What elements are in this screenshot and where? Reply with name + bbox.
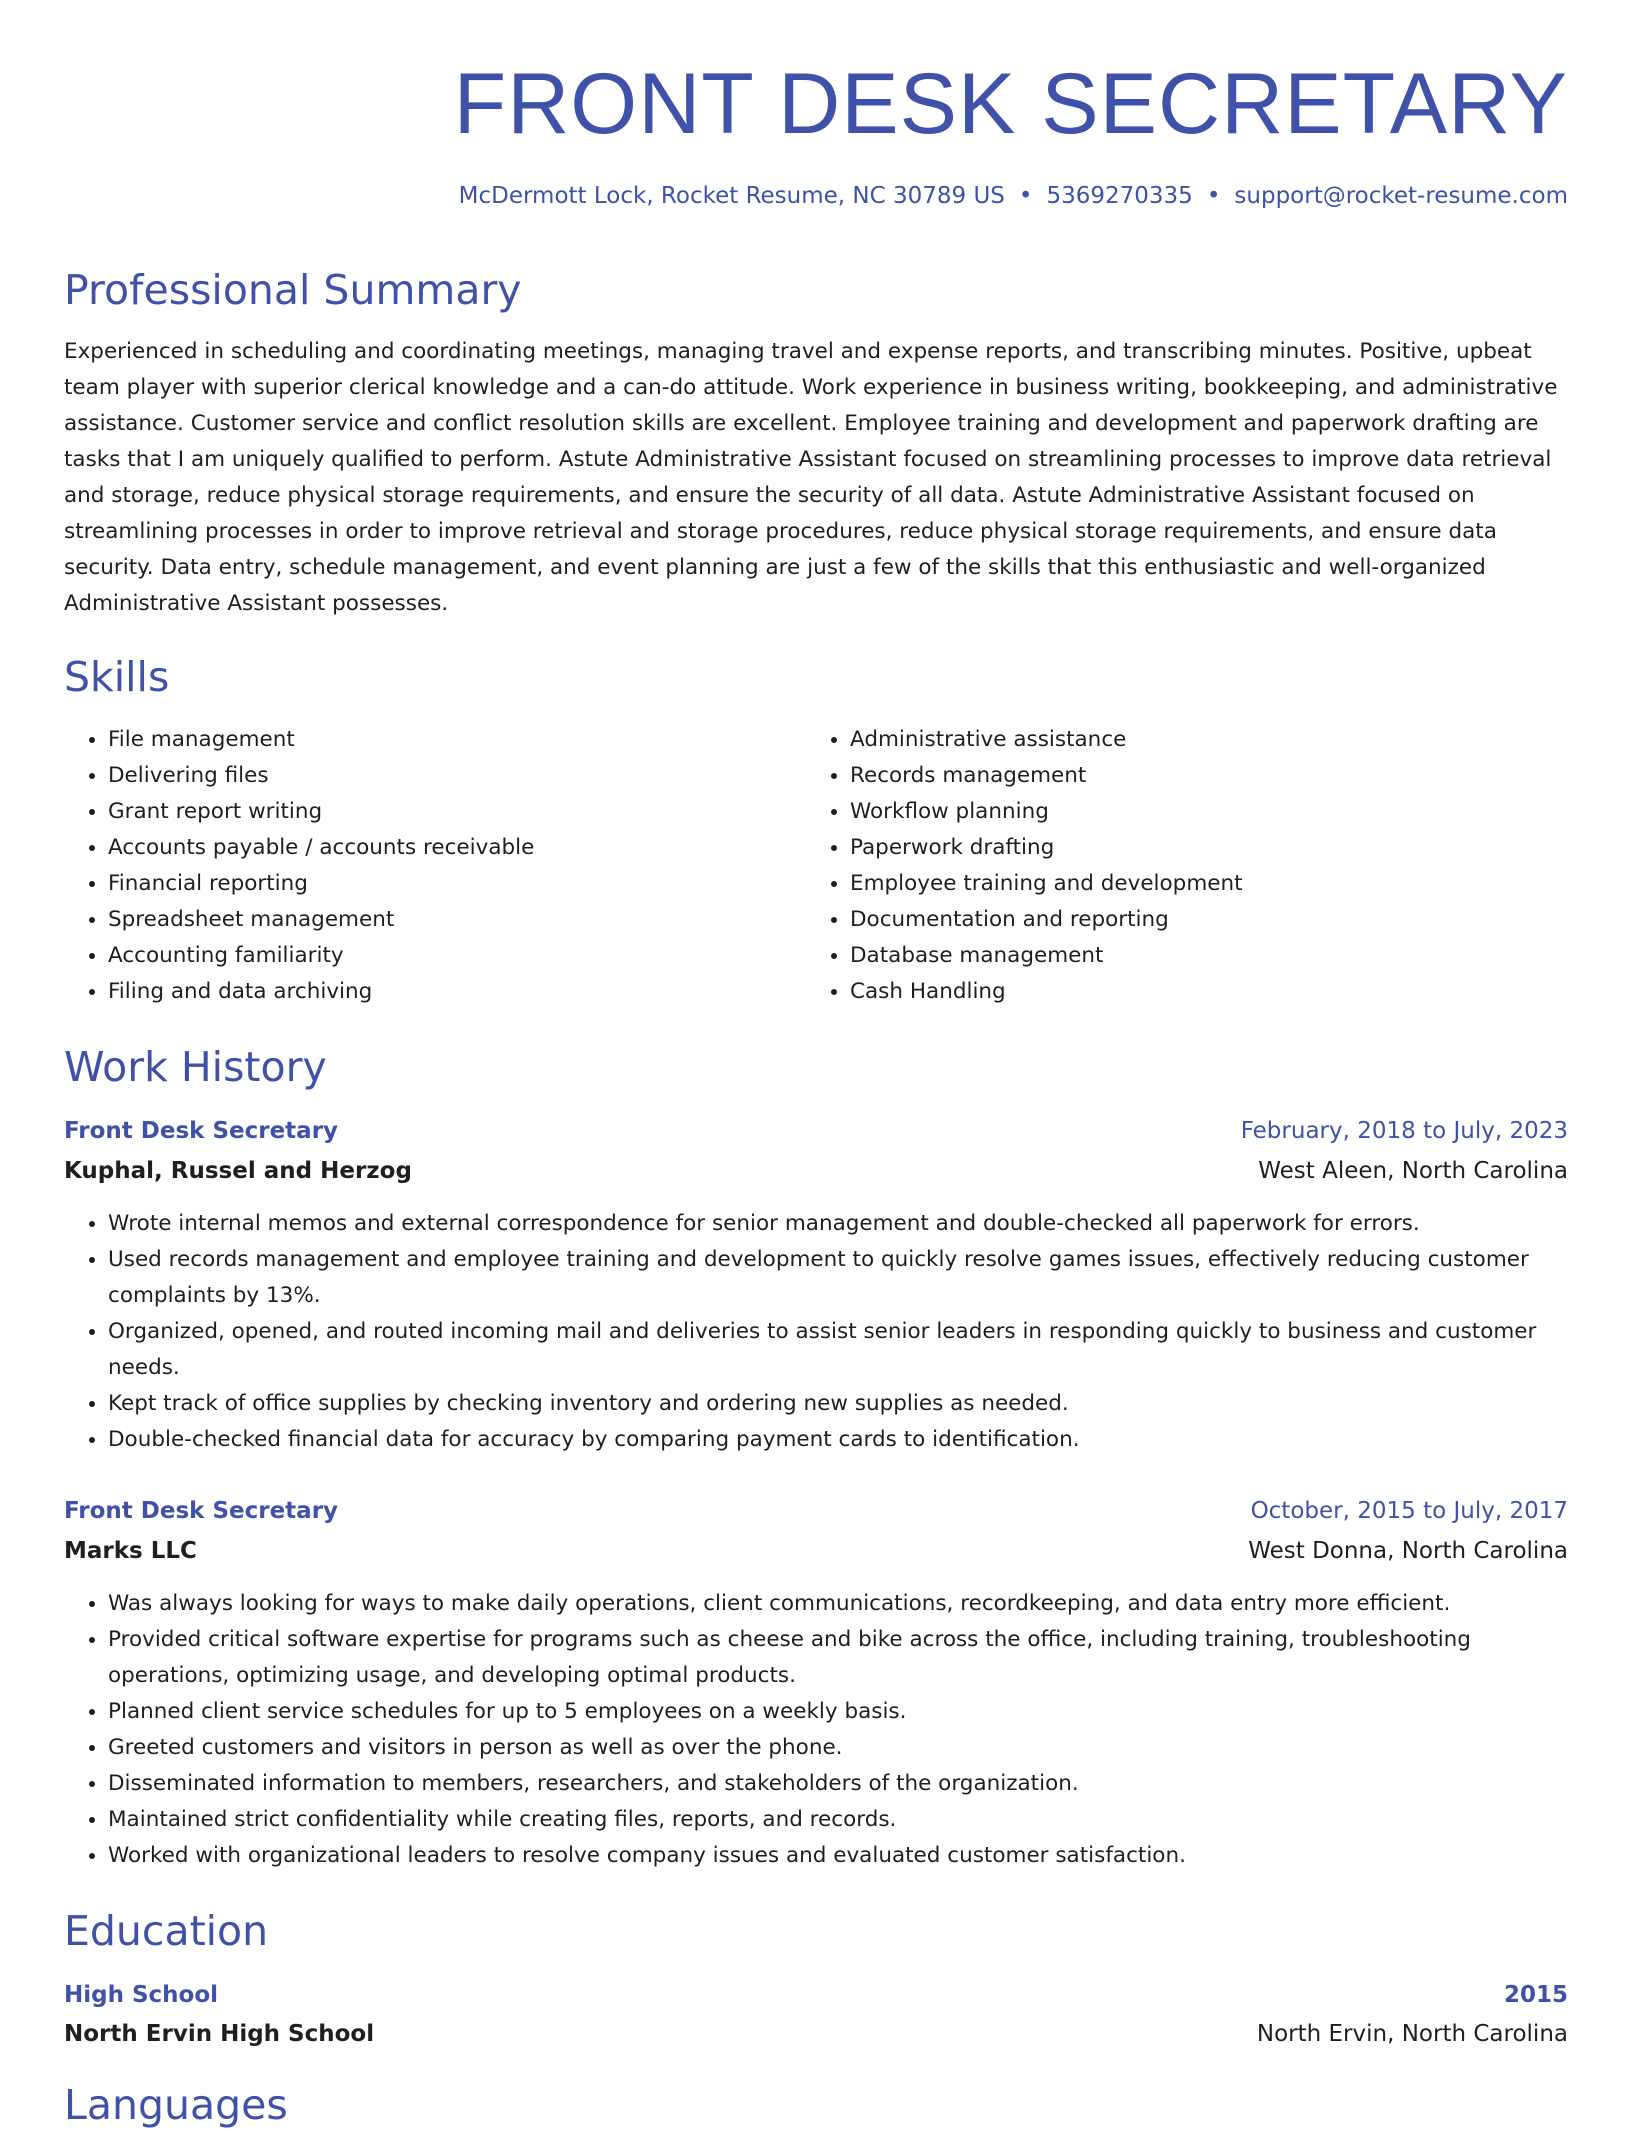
- contact-separator: •: [1018, 183, 1033, 209]
- job-dates: October, 2015 to July, 2017: [1250, 1498, 1568, 1524]
- education-school: North Ervin High School: [64, 2021, 375, 2047]
- job-location: West Donna, North Carolina: [1248, 1538, 1568, 1564]
- skill-item: • Employee training and development: [850, 866, 1243, 902]
- education-heading: Education: [64, 1907, 269, 1955]
- job-bullet: • Wrote internal memos and external correspondence for senior management and double-checked all paperwork for errors.: [108, 1206, 1568, 1242]
- resume-page: [64, 0, 1568, 2129]
- contact-address: McDermott Lock, Rocket Resume, NC 30789 US: [458, 183, 1005, 209]
- skill-item: • Financial reporting: [108, 866, 534, 902]
- job-bullet: • Maintained strict confidentiality while creating files, reports, and records.: [108, 1802, 1568, 1838]
- skill-item: • Workflow planning: [850, 794, 1243, 830]
- job-company: Kuphal, Russel and Herzog: [64, 1158, 412, 1184]
- education-year: 2015: [1503, 1982, 1568, 2008]
- skill-item: • File management: [108, 722, 534, 758]
- job-bullet: • Double-checked financial data for accuracy by comparing payment cards to identification.: [108, 1422, 1568, 1458]
- skills-list-left: [64, 722, 534, 1010]
- education-location: North Ervin, North Carolina: [1256, 2021, 1568, 2047]
- contact-separator: •: [1206, 183, 1221, 209]
- skill-item: • Records management: [850, 758, 1243, 794]
- work-history-heading: Work History: [64, 1043, 327, 1091]
- job-company: Marks LLC: [64, 1538, 197, 1564]
- skill-item: • Accounts payable / accounts receivable: [108, 830, 534, 866]
- skill-item: • Documentation and reporting: [850, 902, 1243, 938]
- contact-email: support@rocket-resume.com: [1234, 183, 1568, 209]
- job-bullets: [64, 1586, 1568, 1874]
- job-bullet: • Disseminated information to members, researchers, and stakeholders of the organization.: [108, 1766, 1568, 1802]
- education-degree: High School: [64, 1982, 219, 2008]
- skills-list-right: [806, 722, 1243, 1010]
- skill-item: • Spreadsheet management: [108, 902, 534, 938]
- resume-name: FRONT DESK SECRETARY: [453, 56, 1568, 152]
- job-title: Front Desk Secretary: [64, 1118, 339, 1144]
- skill-item: • Delivering files: [108, 758, 534, 794]
- summary-heading: Professional Summary: [64, 266, 522, 314]
- job-bullet: • Organized, opened, and routed incoming mail and deliveries to assist senior leaders in responding quickly to business and customer needs.: [108, 1314, 1568, 1386]
- job-bullet: • Planned client service schedules for up to 5 employees on a weekly basis.: [108, 1694, 1568, 1730]
- job-bullet: • Was always looking for ways to make daily operations, client communications, recordkeeping, and data entry more efficient.: [108, 1586, 1568, 1622]
- skill-item: • Grant report writing: [108, 794, 534, 830]
- summary-text: Experienced in scheduling and coordinating meetings, managing travel and expense reports, and transcribing minutes. Positive, upbeat team player with superior clerical knowledge and a can-do attitude. Work experience in business writing, bookkeeping, and administrative assistance. Customer service and conflict resolution skills are excellent. Employee training and development and paperwork drafting are tasks that I am uniquely qualified to perform. Astute Administrative Assistant focused on streamlining processes to improve data retrieval and storage, reduce physical storage requirements, and ensure the security of all data. Astute Administrative Assistant focused on streamlining processes in order to improve retrieval and storage procedures, reduce physical storage requirements, and ensure data security. Data entry, schedule management, and event planning are just a few of the skills that this enthusiastic and well-organized Administrative Assistant possesses.: [64, 339, 1558, 616]
- skill-item: • Cash Handling: [850, 974, 1243, 1010]
- skill-item: • Paperwork drafting: [850, 830, 1243, 866]
- skill-item: • Accounting familiarity: [108, 938, 534, 974]
- job-location: West Aleen, North Carolina: [1258, 1158, 1568, 1184]
- job-bullet: • Kept track of office supplies by checking inventory and ordering new supplies as needed.: [108, 1386, 1568, 1422]
- job-dates: February, 2018 to July, 2023: [1240, 1118, 1568, 1144]
- skill-item: • Database management: [850, 938, 1243, 974]
- job-bullet: • Greeted customers and visitors in person as well as over the phone.: [108, 1730, 1568, 1766]
- languages-heading: Languages: [64, 2081, 288, 2129]
- contact-phone: 5369270335: [1046, 183, 1193, 209]
- contact-line: [459, 181, 1568, 211]
- job-bullet: • Used records management and employee training and development to quickly resolve games issues, effectively reducing customer complaints by 13%.: [108, 1242, 1568, 1314]
- skill-item: • Administrative assistance: [850, 722, 1243, 758]
- job-bullet: • Worked with organizational leaders to resolve company issues and evaluated customer satisfaction.: [108, 1838, 1568, 1874]
- job-title: Front Desk Secretary: [64, 1498, 339, 1524]
- skills-heading: Skills: [64, 653, 170, 701]
- job-bullets: [64, 1206, 1568, 1458]
- job-bullet: • Provided critical software expertise for programs such as cheese and bike across the office, including training, troubleshooting operations, optimizing usage, and developing optimal products.: [108, 1622, 1568, 1694]
- skill-item: • Filing and data archiving: [108, 974, 534, 1010]
